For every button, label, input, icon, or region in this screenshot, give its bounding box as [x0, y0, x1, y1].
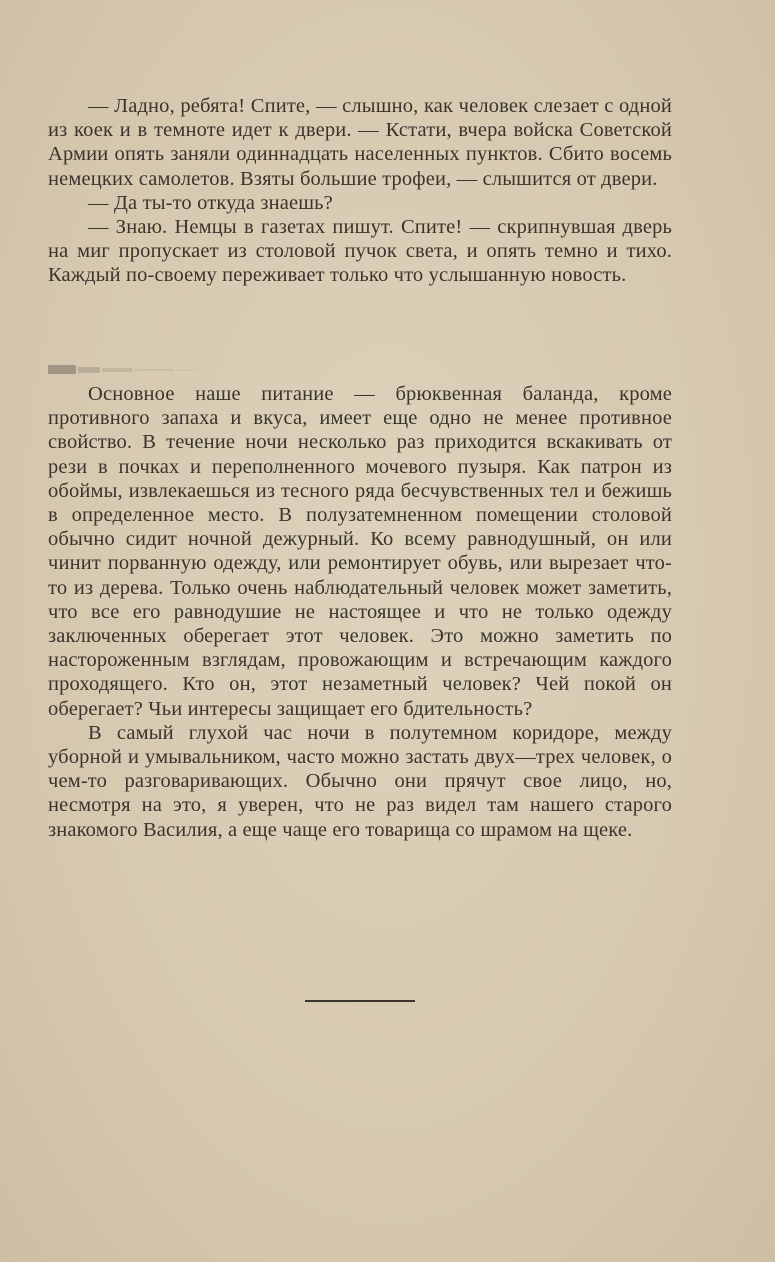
- paragraph: В самый глухой час ночи в полутемном коридоре, между уборной и умывальником, часто можно застать двух—трех человек, о чем-то разговаривающих. Обычно они прячут свое лицо, но, несмотря на это, я уверен, что не раз видел там нашего старого знакомого Василия, а еще чаще его товарища со шрамом на щеке.: [48, 721, 672, 841]
- section-divider-ornament-icon: [48, 362, 198, 376]
- paragraph: Основное наше питание — брюквенная баланда, кроме противного запаха и вкуса, имеет еще одно не менее противное свойство. В течение ночи несколько раз приходится вскакивать от рези в почках и переполненного мочевого пузыря. Как патрон из обоймы, извлекаешься из тесного ряда бесчувственных тел и бежишь в определенное место. В полузатемненном помещении столовой обычно сидит ночной дежурный. Ко всему равнодушный, он или чинит порванную одежду, или ремонтирует обувь, или вырезает что-то из дерева. Только очень наблюдательный человек может заметить, что все его равнодушие не настоящее и что не только одежду заключенных оберегает этот человек. Это можно заметить по настороженным взглядам, провожающим и встречающим каждого проходящего. Кто он, этот незаметный человек? Чей покой он оберегает? Чьи интересы защищает его бдительность?: [48, 383, 672, 720]
- paragraph: — Да ты-то откуда знаешь?: [88, 191, 333, 214]
- paragraph: — Ладно, ребята! Спите, — слышно, как человек слезает с одной из коек и в темноте идет к двери. — Кстати, вчера войска Советской Армии опять заняли одиннадцать населенных пунктов. Сбито восемь немецких самолетов. Взяты большие трофеи, — слышится от двери.: [48, 95, 672, 190]
- chapter-end-rule: [305, 1000, 415, 1002]
- text-section-1: [48, 94, 672, 288]
- paragraph: — Знаю. Немцы в газетах пишут. Спите! — скрипнувшая дверь на миг пропускает из столовой пучок света, и опять темно и тихо. Каждый по-своему переживает только что услышанную новость.: [48, 216, 672, 287]
- text-section-2: [48, 382, 672, 842]
